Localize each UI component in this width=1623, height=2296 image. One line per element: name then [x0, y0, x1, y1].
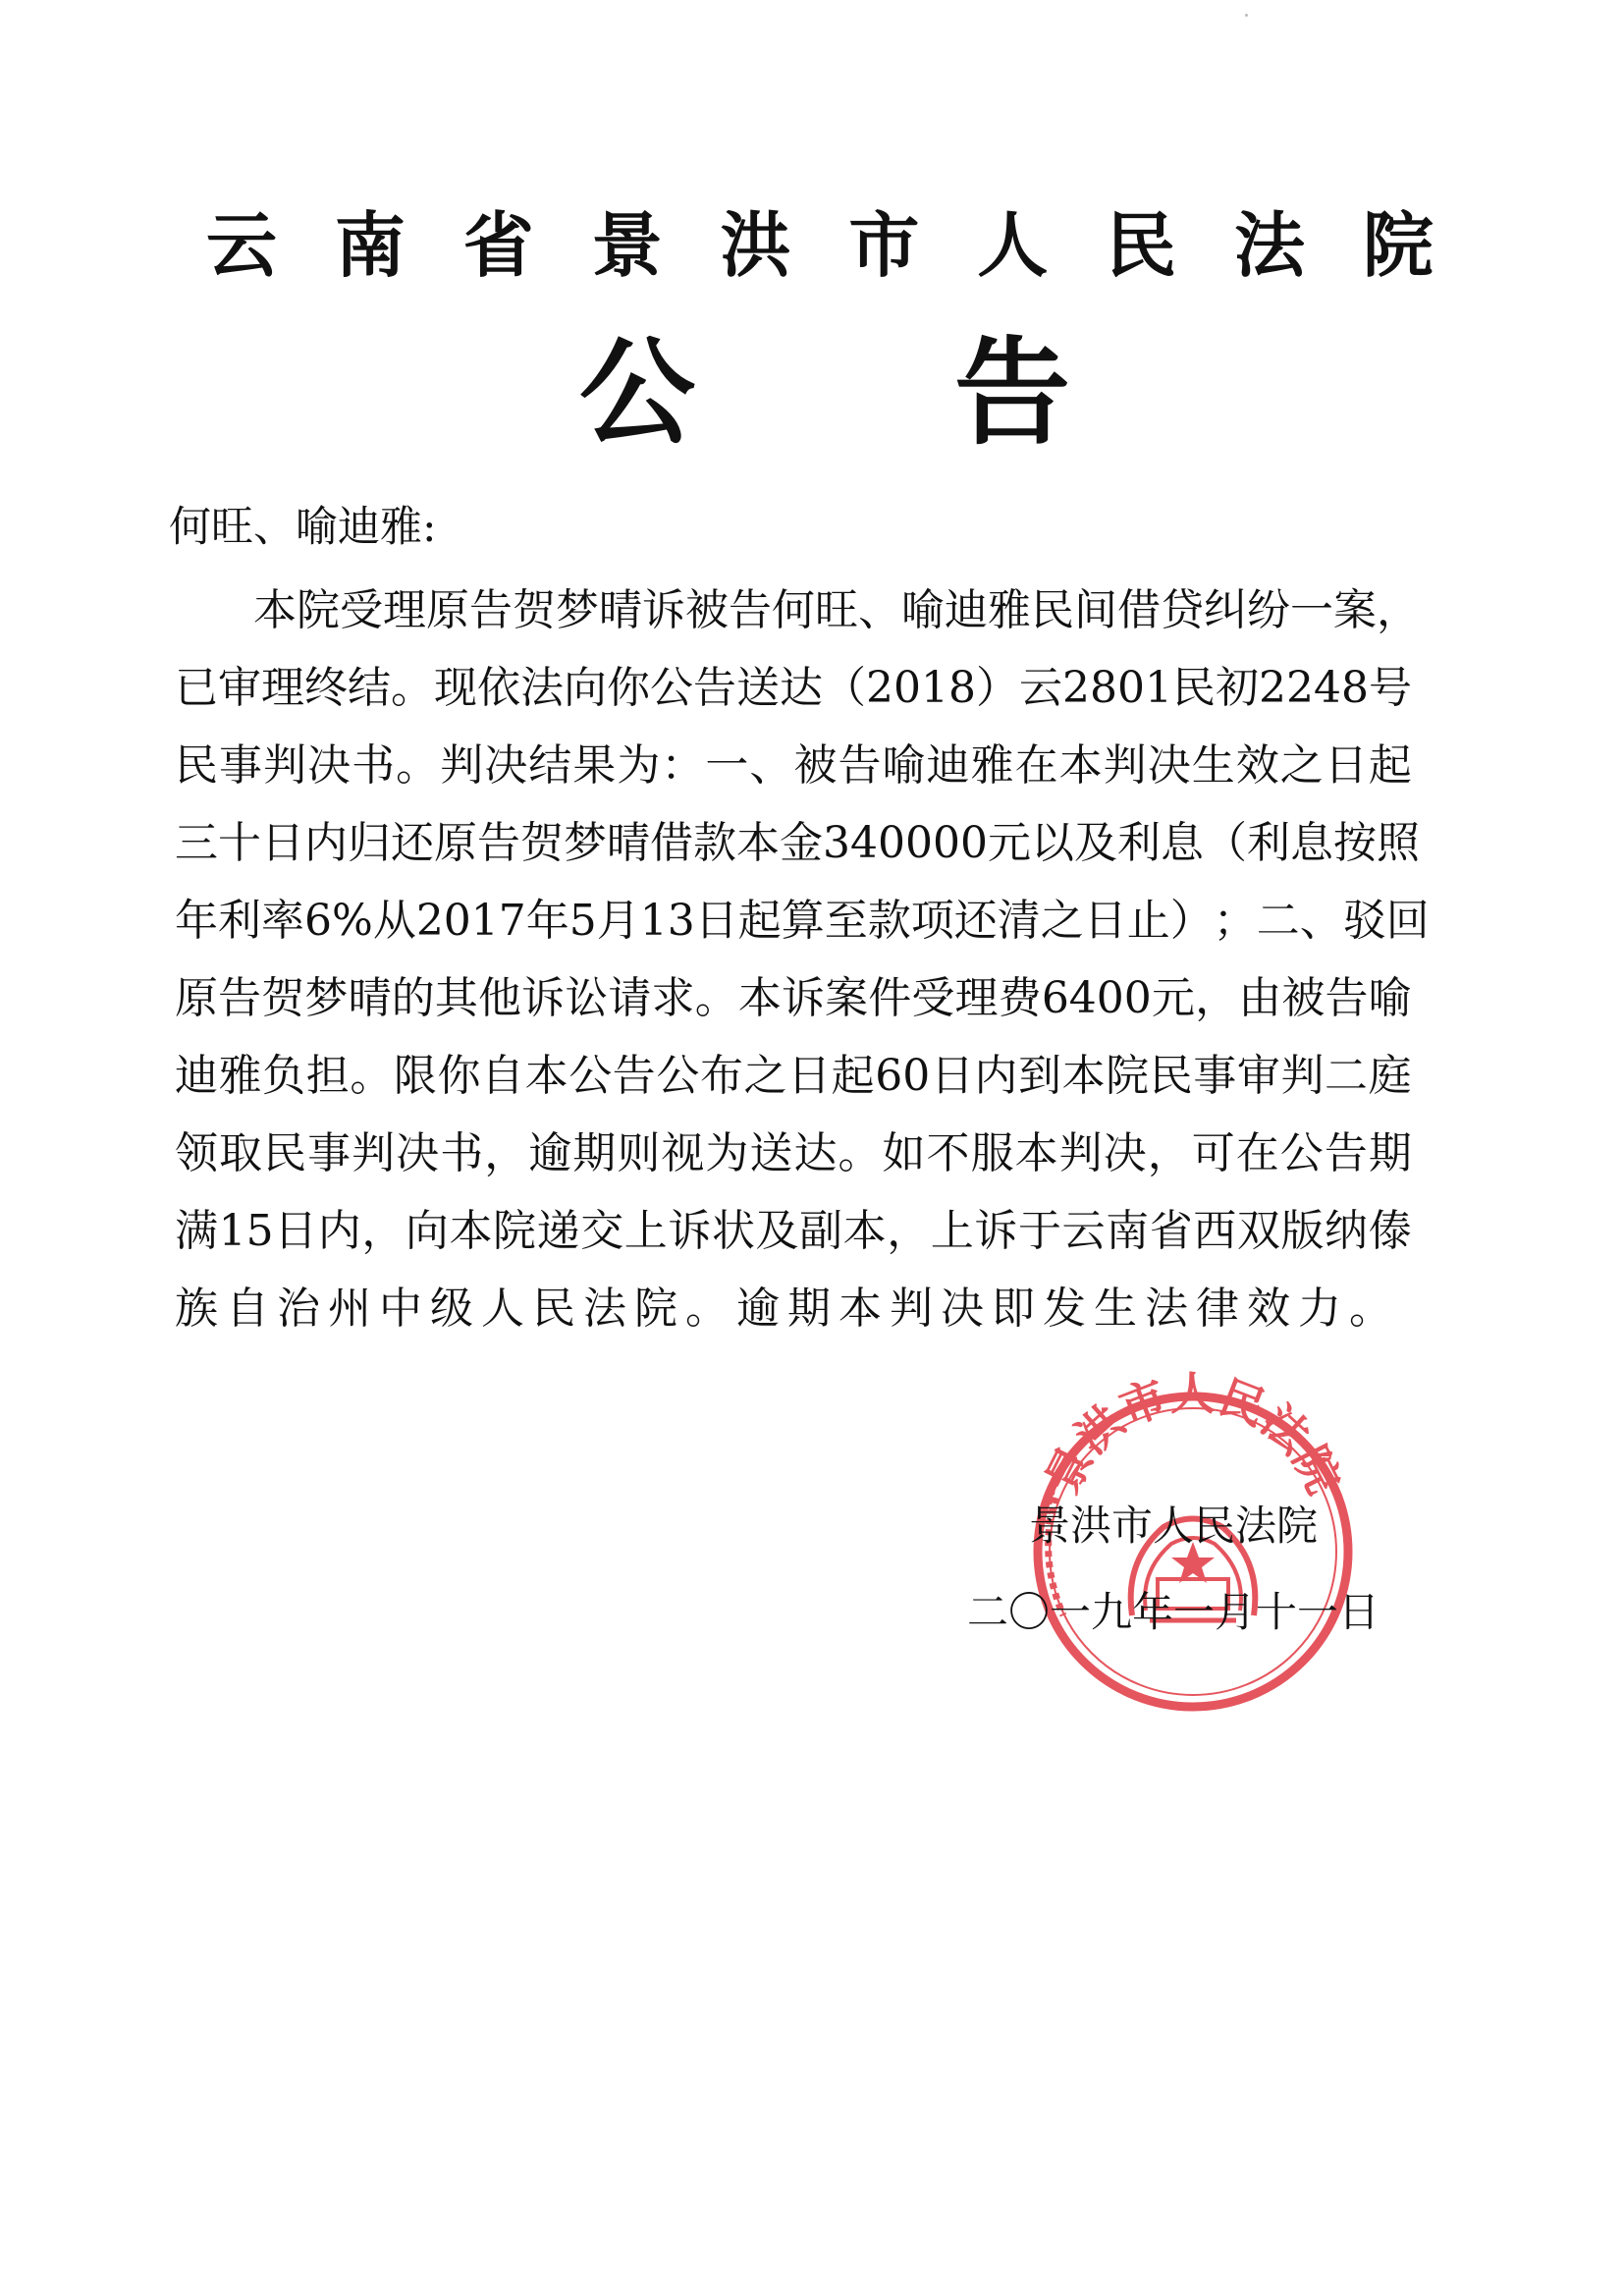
body-text-run: 自: [226, 1284, 269, 1334]
body-text-run: 本: [1061, 1051, 1106, 1101]
body-text-run: 你: [437, 1051, 481, 1101]
body-text-run: 。: [391, 663, 434, 713]
body-text-run: 云: [1061, 1206, 1106, 1256]
body-text-run: 治: [277, 1284, 320, 1334]
body-text-run: ）: [1169, 896, 1214, 946]
body-text-run: 你: [607, 663, 650, 713]
body-text-run: 布: [699, 1051, 743, 1101]
body-text-run: 院: [1106, 1051, 1150, 1101]
body-text-run: 书: [440, 1128, 484, 1178]
body-text-run: 按: [1332, 818, 1377, 868]
body-text-run: 即: [992, 1284, 1035, 1334]
body-text-run: 递: [536, 1206, 580, 1256]
body-text-run: 之: [743, 1051, 787, 1101]
body-text-run: 贺: [261, 973, 305, 1023]
body-line: [175, 1202, 1412, 1261]
body-text-run: 可: [1191, 1128, 1235, 1178]
body-text-run: 迪: [926, 740, 970, 791]
body-text-run: 在: [1235, 1128, 1279, 1178]
body-text-run: 告: [469, 585, 513, 635]
body-text-run: 院: [634, 1284, 677, 1334]
body-text-run: 院: [297, 585, 340, 635]
body-text-run: 算: [781, 896, 825, 946]
body-text-run: 归: [348, 818, 391, 868]
body-text-run: 15: [218, 1206, 274, 1256]
body-text-run: 自: [481, 1051, 525, 1101]
body-text-run: 民: [263, 1128, 307, 1178]
body-text-run: 云: [1018, 663, 1062, 713]
body-text-run: 被: [793, 740, 838, 791]
body-text-run: 率: [261, 896, 304, 946]
body-text-run: 本: [1014, 1128, 1058, 1178]
body-text-run: 生: [1094, 1284, 1137, 1334]
body-text-run: 内: [974, 1051, 1018, 1101]
court-name-char: 景: [591, 203, 663, 287]
body-text-run: 清: [997, 896, 1041, 946]
body-text-run: 元: [1151, 973, 1195, 1023]
body-text-run: 决: [941, 1284, 984, 1334]
court-name-char: 南: [334, 203, 406, 287]
signing-court: 景洪市人民法院: [1029, 1502, 1319, 1550]
body-text-run: 判: [1058, 1128, 1103, 1178]
body-text-run: 及: [1073, 818, 1117, 868]
body-text-run: 起: [831, 1051, 875, 1101]
body-text-run: 其: [434, 973, 478, 1023]
body-text-run: 院: [493, 1206, 537, 1256]
body-text-run: 日: [787, 1051, 832, 1101]
body-text-run: 请: [608, 973, 652, 1023]
body-text-run: 事: [307, 1128, 352, 1178]
body-text-run: 以: [1030, 818, 1074, 868]
body-text-run: 告: [838, 740, 882, 791]
body-text-run: 之: [1279, 740, 1324, 791]
body-text-run: ）: [975, 663, 1019, 713]
body-text-run: 。: [838, 1128, 882, 1178]
body-text-run: 事: [219, 740, 263, 791]
body-text-run: 已: [175, 663, 218, 713]
svg-text:景洪市人民法院: [1037, 1370, 1348, 1502]
body-text-run: 民: [175, 740, 218, 791]
body-text-run: 结: [348, 663, 391, 713]
body-text-run: 贺: [513, 585, 556, 635]
body-text-run: 律: [1196, 1284, 1239, 1334]
body-text-run: 如: [882, 1128, 926, 1178]
body-line: [175, 1047, 1412, 1106]
body-text-run: 则: [617, 1128, 661, 1178]
body-text-run: 担: [305, 1051, 350, 1101]
body-text-run: 。: [685, 1284, 729, 1334]
body-text-run: 版: [1280, 1206, 1325, 1256]
body-text-run: 告: [693, 663, 736, 713]
body-text-run: 2017: [415, 896, 526, 946]
body-text-run: 晴: [599, 585, 642, 635]
body-text-run: 傣: [1368, 1206, 1412, 1256]
body-text-run: 本: [253, 585, 297, 635]
body-text-run: 州: [328, 1284, 371, 1334]
body-text-run: 理: [261, 663, 304, 713]
body-text-run: 喻: [901, 585, 945, 635]
body-text-run: 不: [926, 1128, 970, 1178]
body-text-run: 诉: [668, 1206, 712, 1256]
body-text-run: 法: [1145, 1284, 1188, 1334]
body-text-run: 梦: [304, 973, 349, 1023]
body-text-run: 公: [656, 1051, 700, 1101]
body-text-run: 公: [568, 1051, 613, 1101]
body-text-run: 利: [1246, 818, 1290, 868]
body-text-run: 间: [1074, 585, 1117, 635]
body-text-run: 本: [842, 1206, 887, 1256]
body-text-run: 息: [1160, 818, 1204, 868]
body-text-run: 梦: [556, 585, 599, 635]
body-text-run: 理: [383, 585, 426, 635]
body-line: [175, 659, 1412, 718]
body-text-run: 。: [1349, 1284, 1392, 1334]
body-text-run: 法: [520, 663, 564, 713]
body-text-run: 省: [1149, 1206, 1193, 1256]
body-text-run: 民: [532, 1284, 575, 1334]
body-text-run: 事: [1193, 1051, 1237, 1101]
body-text-run: 6400: [1041, 973, 1152, 1023]
body-text-run: 决: [307, 740, 352, 791]
body-text-run: 达: [793, 1128, 838, 1178]
body-text-run: 内: [304, 818, 348, 868]
body-text-run: 贷: [1161, 585, 1204, 635]
body-text-run: 还: [391, 818, 434, 868]
body-text-run: 负: [262, 1051, 306, 1101]
body-text-run: 梦: [564, 818, 607, 868]
body-text-run: 雅: [218, 1051, 262, 1101]
body-text-run: 判: [440, 740, 484, 791]
body-text-run: 书: [352, 740, 396, 791]
body-text-run: 告: [612, 1051, 656, 1101]
body-line: [253, 581, 1420, 640]
body-text-run: 民: [1031, 585, 1074, 635]
body-text-run: 期: [787, 1284, 831, 1334]
body-text-run: 内: [317, 1206, 361, 1256]
title-char: 公: [579, 324, 696, 461]
body-text-run: 受: [911, 973, 955, 1023]
body-text-run: 果: [572, 740, 617, 791]
body-line: [175, 892, 1430, 951]
body-text-run: 被: [685, 585, 729, 635]
body-text-run: 本: [1058, 740, 1103, 791]
body-text-run: 审: [1236, 1051, 1280, 1101]
body-text-run: 他: [477, 973, 521, 1023]
body-text-run: 纷: [1247, 585, 1290, 635]
body-text-run: 诉: [642, 585, 685, 635]
body-text-run: 及: [755, 1206, 799, 1256]
body-text-run: 为: [617, 740, 661, 791]
body-text-run: （: [823, 663, 866, 713]
body-text-run: 元: [987, 818, 1031, 868]
body-text-run: 判: [352, 1128, 396, 1178]
body-text-run: 一: [1290, 585, 1333, 635]
body-text-run: 。: [350, 1051, 394, 1101]
body-text-run: 期: [1368, 1128, 1412, 1178]
body-text-run: 一: [705, 740, 749, 791]
body-text-run: 公: [1279, 1128, 1324, 1178]
body-text-run: 现: [434, 663, 477, 713]
body-text-run: 原: [434, 818, 477, 868]
body-text-run: 向: [405, 1206, 449, 1256]
body-text-run: 生: [1191, 740, 1235, 791]
body-text-run: 回: [1385, 896, 1430, 946]
body-text-run: 诉: [781, 973, 825, 1023]
body-text-run: 本: [524, 1051, 568, 1101]
body-text-run: 送: [749, 1128, 793, 1178]
body-text-run: 喻: [882, 740, 926, 791]
body-text-run: 本: [839, 1284, 882, 1334]
body-text-run: 讼: [565, 973, 609, 1023]
body-text-run: 双: [1236, 1206, 1280, 1256]
body-text-run: 款: [867, 896, 911, 946]
body-text-run: 庭: [1368, 1051, 1412, 1101]
body-text-run: ，: [1147, 1128, 1191, 1178]
body-text-run: 金: [780, 818, 823, 868]
body-text-run: 满: [175, 1206, 218, 1256]
body-text-run: 起: [1368, 740, 1412, 791]
body-text-run: 、: [1299, 896, 1343, 946]
court-name-char: 云: [206, 203, 278, 287]
body-text-run: 迪: [175, 1051, 218, 1101]
body-text-run: 向: [564, 663, 607, 713]
body-text-run: 决: [484, 740, 528, 791]
body-text-run: 日: [261, 818, 304, 868]
body-text-run: 十: [218, 818, 261, 868]
body-text-run: 340000: [823, 818, 988, 868]
body-text-run: 判: [1103, 740, 1147, 791]
body-text-run: 为: [705, 1128, 749, 1178]
body-text-run: 的: [391, 973, 435, 1023]
body-text-run: ，: [1195, 973, 1239, 1023]
body-text-run: 法: [583, 1284, 626, 1334]
body-text-run: 二: [1256, 896, 1300, 946]
body-text-run: 终: [304, 663, 348, 713]
body-text-run: 案: [825, 973, 869, 1023]
body-text-run: 服: [970, 1128, 1014, 1178]
body-text-run: 受: [340, 585, 383, 635]
signing-date: 二〇一九年一月十一日: [967, 1588, 1380, 1636]
body-text-run: 日: [1324, 740, 1368, 791]
body-text-run: 被: [1281, 973, 1325, 1023]
body-text-run: 人: [481, 1284, 524, 1334]
body-text-run: 从: [372, 896, 416, 946]
body-text-run: 决: [1103, 1128, 1147, 1178]
body-text-run: 决: [396, 1128, 440, 1178]
body-text-run: 6%: [304, 896, 373, 946]
court-name-char: 法: [1234, 203, 1306, 287]
court-name-char: 院: [1362, 203, 1434, 287]
body-text-run: 何: [772, 585, 815, 635]
body-text-run: 决: [1147, 740, 1191, 791]
body-text-run: ；: [1213, 896, 1257, 946]
body-line: [175, 1280, 1412, 1339]
body-text-run: 逾: [528, 1128, 572, 1178]
body-text-run: 民: [1171, 663, 1216, 713]
body-text-run: 逾: [736, 1284, 780, 1334]
body-text-run: 旺: [815, 585, 858, 635]
body-text-run: 13: [639, 896, 695, 946]
body-text-run: 2801: [1061, 663, 1172, 713]
body-text-run: 止: [1126, 896, 1170, 946]
body-text-run: 之: [1040, 896, 1084, 946]
body-text-run: 于: [1017, 1206, 1061, 1256]
addressee-line: 何旺、喻迪雅:: [169, 503, 437, 552]
body-text-run: 原: [426, 585, 469, 635]
body-text-run: 南: [1106, 1206, 1150, 1256]
body-text-run: 日: [930, 1051, 974, 1101]
body-text-run: 判: [263, 740, 307, 791]
court-name-char: 人: [977, 203, 1049, 287]
body-text-run: 2248: [1258, 663, 1369, 713]
body-text-run: 发: [1043, 1284, 1086, 1334]
body-text-run: 号: [1368, 663, 1412, 713]
body-text-run: 诉: [974, 1206, 1018, 1256]
body-text-run: 至: [824, 896, 868, 946]
body-text-run: 上: [623, 1206, 668, 1256]
body-text-run: ，: [484, 1128, 528, 1178]
body-text-run: 依: [477, 663, 520, 713]
body-text-run: ，: [1377, 585, 1420, 635]
body-text-run: 级: [430, 1284, 473, 1334]
body-text-run: 贺: [520, 818, 564, 868]
body-text-run: 还: [953, 896, 998, 946]
body-text-run: 2018: [866, 663, 976, 713]
body-text-run: 效: [1247, 1284, 1290, 1334]
body-text-run: 理: [954, 973, 999, 1023]
body-text-run: 民: [1149, 1051, 1193, 1101]
body-text-run: 告: [477, 818, 520, 868]
body-text-run: 。: [396, 740, 440, 791]
body-text-run: 本: [737, 973, 782, 1023]
body-text-run: 中: [379, 1284, 422, 1334]
body-text-run: 在: [1014, 740, 1058, 791]
body-text-run: 告: [218, 973, 262, 1023]
body-text-run: 本: [449, 1206, 493, 1256]
body-text-run: 原: [175, 973, 218, 1023]
body-text-run: 晴: [607, 818, 650, 868]
body-text-run: 本: [736, 818, 780, 868]
body-text-run: 初: [1215, 663, 1259, 713]
body-text-run: 送: [736, 663, 780, 713]
body-text-run: 西: [1193, 1206, 1237, 1256]
body-text-run: 日: [274, 1206, 318, 1256]
body-text-run: 告: [729, 585, 772, 635]
body-text-run: 款: [693, 818, 736, 868]
body-text-run: 纠: [1204, 585, 1247, 635]
body-text-run: 告: [1324, 1128, 1368, 1178]
body-text-run: ，: [887, 1206, 931, 1256]
body-text-run: 年: [175, 896, 218, 946]
body-text-run: 60: [875, 1051, 931, 1101]
body-text-run: 二: [1325, 1051, 1369, 1101]
body-text-run: 限: [393, 1051, 437, 1101]
body-text-run: 驳: [1342, 896, 1386, 946]
body-text-run: 费: [998, 973, 1042, 1023]
body-text-run: 。: [694, 973, 738, 1023]
body-text-run: （: [1203, 818, 1247, 868]
body-text-run: 领: [175, 1128, 218, 1178]
body-text-run: 利: [1116, 818, 1161, 868]
body-text-run: 借: [1117, 585, 1161, 635]
body-text-run: 纳: [1325, 1206, 1369, 1256]
body-text-run: 族: [175, 1284, 218, 1334]
body-text-run: 效: [1235, 740, 1279, 791]
body-text-run: 项: [910, 896, 954, 946]
body-text-run: 利: [218, 896, 261, 946]
title-char: 告: [953, 324, 1070, 461]
body-line: [175, 814, 1420, 873]
body-text-run: 上: [930, 1206, 974, 1256]
body-text-run: 年: [525, 896, 569, 946]
body-text-run: 期: [572, 1128, 617, 1178]
body-text-run: 交: [580, 1206, 624, 1256]
body-text-run: 日: [694, 896, 738, 946]
court-name-char: 洪: [720, 203, 791, 287]
body-text-run: 求: [651, 973, 695, 1023]
body-text-run: ：: [661, 740, 705, 791]
body-text-run: 由: [1238, 973, 1282, 1023]
court-name-char: 民: [1106, 203, 1177, 287]
body-text-run: 审: [218, 663, 261, 713]
body-text-run: 告: [1325, 973, 1369, 1023]
body-text-run: 雅: [988, 585, 1031, 635]
body-text-run: 达: [780, 663, 823, 713]
body-text-run: 日: [1083, 896, 1127, 946]
body-text-run: 照: [1376, 818, 1420, 868]
body-text-run: 5: [568, 896, 597, 946]
body-text-run: ，: [361, 1206, 406, 1256]
court-name-char: 市: [848, 203, 920, 287]
body-text-run: 取: [219, 1128, 263, 1178]
body-text-run: 力: [1298, 1284, 1341, 1334]
body-text-run: 公: [650, 663, 693, 713]
body-text-run: 状: [711, 1206, 755, 1256]
body-text-run: 息: [1289, 818, 1333, 868]
body-text-run: 迪: [945, 585, 988, 635]
body-text-run: 、: [858, 585, 901, 635]
court-name-char: 省: [462, 203, 534, 287]
body-text-run: 件: [868, 973, 912, 1023]
body-text-run: 起: [737, 896, 782, 946]
body-text-run: 案: [1333, 585, 1377, 635]
body-line: [175, 969, 1412, 1028]
body-text-run: 月: [596, 896, 640, 946]
body-text-run: 三: [175, 818, 218, 868]
body-text-run: 结: [528, 740, 572, 791]
seal-text: 景洪市人民法院: [1037, 1370, 1349, 1502]
body-line: [175, 1124, 1412, 1183]
body-text-run: 雅: [970, 740, 1014, 791]
body-text-run: 、: [749, 740, 793, 791]
body-text-run: 诉: [521, 973, 566, 1023]
body-text-run: 判: [1280, 1051, 1325, 1101]
body-text-run: 到: [1017, 1051, 1061, 1101]
body-text-run: 视: [661, 1128, 705, 1178]
body-text-run: 借: [650, 818, 693, 868]
body-text-run: 判: [890, 1284, 933, 1334]
body-text-run: 喻: [1368, 973, 1412, 1023]
body-text-run: 晴: [348, 973, 392, 1023]
body-line: [175, 737, 1412, 795]
body-text-run: 副: [799, 1206, 843, 1256]
